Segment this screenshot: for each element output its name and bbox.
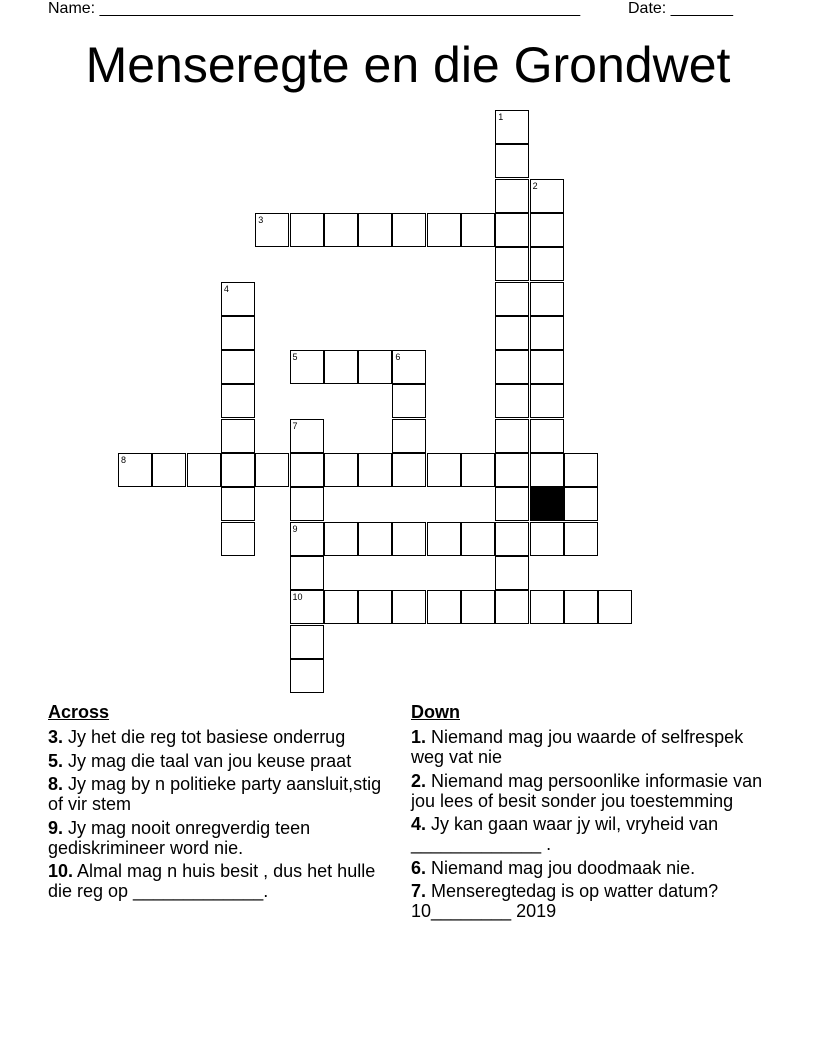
crossword-cell[interactable] [495,144,529,178]
crossword-cell[interactable] [324,590,358,624]
crossword-cell[interactable] [530,213,564,247]
crossword-cell[interactable] [358,350,392,384]
clue-number: 6. [411,857,427,878]
crossword-cell[interactable] [358,213,392,247]
crossword-cell[interactable] [461,522,495,556]
across-clues [48,702,388,905]
across-clue [48,751,388,771]
crossword-cell[interactable] [324,350,358,384]
name-field-line: Name: ______________________________________________________ [48,0,581,17]
crossword-cell[interactable] [530,419,564,453]
clue-number: 2 [532,180,538,191]
crossword-cell[interactable] [221,384,255,418]
crossword-cell[interactable] [324,453,358,487]
crossword-cell[interactable] [221,453,255,487]
crossword-cell[interactable] [290,590,324,624]
crossword-cell[interactable] [495,384,529,418]
crossword-cell[interactable] [221,522,255,556]
crossword-cell[interactable] [427,213,461,247]
clue-number: 3 [258,214,264,225]
crossword-cell[interactable] [530,282,564,316]
clue-number: 3. [48,727,64,747]
crossword-cell[interactable] [290,659,324,693]
crossword-cell[interactable] [598,590,632,624]
crossword-cell[interactable] [564,590,598,624]
down-clues [411,702,781,925]
clue-text: Almal mag n huis besit , dus het hulle die reg op _____________. [48,861,376,901]
down-clue [411,814,781,854]
clue-number: 5 [292,352,298,363]
page-title: Menseregte en die Grondwet [85,37,731,93]
crossword-cell[interactable] [564,487,598,521]
crossword-cell[interactable] [461,213,495,247]
crossword-cell[interactable] [290,419,324,453]
crossword-cell[interactable] [461,590,495,624]
crossword-cell[interactable] [495,179,529,213]
crossword-cell[interactable] [392,522,426,556]
crossword-cell[interactable] [221,316,255,350]
crossword-cell[interactable] [392,384,426,418]
crossword-cell[interactable] [530,384,564,418]
clue-number: 9. [48,817,64,838]
crossword-cell[interactable] [427,522,461,556]
crossword-cell[interactable] [392,453,426,487]
crossword-cell[interactable] [530,316,564,350]
crossword-cell[interactable] [495,522,529,556]
crossword-cell[interactable] [255,213,289,247]
clue-number: 5. [48,750,64,771]
crossword-cell[interactable] [358,590,392,624]
crossword-cell[interactable] [427,453,461,487]
down-heading: Down [411,702,460,722]
across-heading: Across [48,702,110,722]
clue-number: 8. [48,774,64,794]
across-clue [48,818,388,858]
clue-text: Jy mag die taal van jou keuse praat [68,750,352,771]
crossword-cell[interactable] [118,453,152,487]
clue-text: Jy mag nooit onregverdig teen gediskrimineer word nie. [48,817,311,858]
clue-number: 10 [292,592,303,603]
crossword-cell[interactable] [290,350,324,384]
crossword-cell[interactable] [530,247,564,281]
clue-text: Niemand mag persoonlike informasie van jou lees of besit sonder jou toestemming [411,770,763,811]
clue-text: Niemand mag jou waarde of selfrespek weg vat nie [411,727,744,767]
down-clue [411,858,781,878]
clue-text: Niemand mag jou doodmaak nie. [431,857,696,878]
crossword-cell[interactable] [392,419,426,453]
crossword-cell[interactable] [221,419,255,453]
crossword-cell[interactable] [290,213,324,247]
crossword-cell[interactable] [495,350,529,384]
crossword-cell[interactable] [530,522,564,556]
crossword-cell[interactable] [358,453,392,487]
crossword-cell[interactable] [221,282,255,316]
crossword-cell[interactable] [530,590,564,624]
down-clue [411,727,781,767]
clue-number: 4. [411,814,427,834]
clue-text: Menseregtedag is op watter datum? 10________ 2019 [411,881,719,921]
crossword-cell[interactable] [564,522,598,556]
clue-number: 1. [411,727,427,747]
crossword-cell[interactable] [392,350,426,384]
clue-number: 7. [411,881,427,901]
crossword-cell[interactable] [495,282,529,316]
crossword-cell[interactable] [564,453,598,487]
crossword-cell[interactable] [495,419,529,453]
crossword-cell[interactable] [495,316,529,350]
across-clue [48,861,388,901]
crossword-cell[interactable] [495,453,529,487]
clue-number: 10. [48,861,74,881]
across-clue [48,774,388,814]
clue-text: Jy kan gaan waar jy wil, vryheid van _____________ . [411,814,719,854]
crossword-cell[interactable] [495,213,529,247]
crossword-cell[interactable] [324,522,358,556]
crossword-cell[interactable] [427,590,461,624]
clue-number: 7 [292,420,298,431]
crossword-cell[interactable] [495,590,529,624]
crossword-cell[interactable] [290,522,324,556]
crossword-cell[interactable] [221,487,255,521]
clue-number: 8 [121,455,127,465]
crossword-cell[interactable] [495,556,529,590]
down-clue [411,881,781,921]
clue-number: 9 [292,523,298,534]
crossword-cell[interactable] [461,453,495,487]
clue-number: 2. [411,770,427,791]
crossword-cell[interactable] [530,350,564,384]
crossword-cell[interactable] [290,453,324,487]
crossword-block [530,487,564,521]
crossword-cell[interactable] [255,453,289,487]
down-clue [411,771,781,811]
crossword-cell[interactable] [530,453,564,487]
clue-number: 1 [498,112,504,122]
crossword-cell[interactable] [187,453,221,487]
date-field-line: Date: _______ [628,0,733,17]
crossword-cell[interactable] [495,110,529,144]
crossword-cell[interactable] [495,487,529,521]
crossword-cell[interactable] [358,522,392,556]
crossword-cell[interactable] [392,590,426,624]
crossword-cell[interactable] [495,247,529,281]
crossword-cell[interactable] [290,487,324,521]
crossword-cell[interactable] [324,213,358,247]
crossword-cell[interactable] [290,625,324,659]
crossword-cell[interactable] [530,179,564,213]
crossword-cell[interactable] [392,213,426,247]
clue-text: Jy mag by n politieke party aansluit,stig of vir stem [48,774,382,814]
crossword-cell[interactable] [221,350,255,384]
clue-number: 6 [395,352,401,363]
clue-number: 4 [223,283,229,294]
clue-text: Jy het die reg tot basiese onderrug [68,727,346,747]
crossword-cell[interactable] [152,453,186,487]
crossword-cell[interactable] [290,556,324,590]
across-clue [48,727,388,747]
